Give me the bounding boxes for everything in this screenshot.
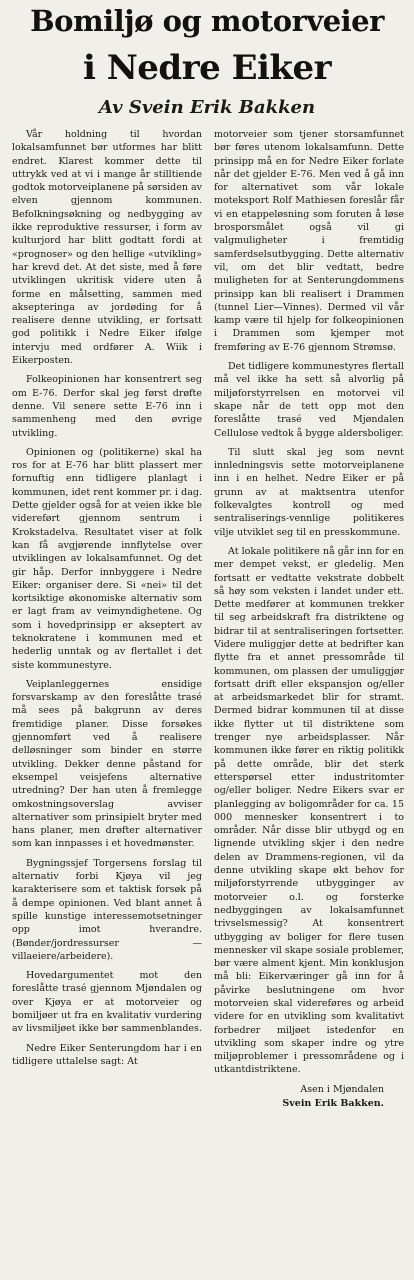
headline-line-1: Bomiljø og motorveier — [30, 4, 384, 38]
paragraph: Veiplanleggernes ensidige forsvarskamp av den foreslåtte trasé må sees på bakgrunn av deres fremtidige planer. Disse forsøkes gjennomført ved å realisere delløsninger som binder en større utvikling. Dekker denne påstand for eksempel veisjefens alternative utredning? Der han uten å fremlegge omkostningsoverslag avviser alternativer som prinsipielt bryter med hans planer, men drøfter alternativer som kan innpasses i et hovedmønster. — [12, 678, 202, 850]
paragraph: Folkeopinionen har konsentrert seg om E-76. Derfor skal jeg først drøfte denne. Vil senere sette E-76 inn i sammenheng med den øvrige utvikling. — [12, 374, 202, 439]
paragraph: Opinionen og (politikerne) skal ha ros for at E-76 har blitt plassert mer fornuftig enn tidligere planlagt i kommunen, idet rent kommer pr. i dag. Dette gjelder også for at veien ikke ble videreført gjennom sentrum i Krokstadelva. Resultatet viser at folk kan få avgjørende innflytelse over utviklingen av lokalsamfunnet. Og det gir håp. Derfor innbyggere i Nedre Eiker: organiser dere. Si «nei» til det kortsiktige økonomiske alternativ som er lagt fram av veimyndighetene. Og som i hovedprinsipp er akseptert av teknokratene i kommunen med et hederlig unntak og av flertallet i det siste kommunestyre. — [12, 446, 202, 671]
paragraph: Vår holdning til hvordan lokalsamfunnet bør utformes har blitt endret. Klarest kommer dette til uttrykk ved at vi i mange år stilltiende godtok motorveiplanene på sørsiden av elven gjennom kommunen. Befolkningsøkning og nedbygging av ikke reproduktive ressurser, i form av kulturjord har blitt godtatt fordi at «prognoser» og den hellige «utvikling» har krevd det. At det siste, med å føre utviklingen ukritisk videre uten å forme en målsetting, sammen med aksepteringa av jordøding for å realisere denne utvikling, er fortsatt god politikk i Nedre Eiker ifølge intervju med ordfører A. Wiik i Eikerposten. — [12, 129, 202, 367]
paragraph: Til slutt skal jeg som nevnt innledningsvis sette motorveiplanene inn i en helhet. Nedre Eiker er på grunn av at maktsentra utenfor folkevalgtes kontroll og med sentraliserings-vennlige politikeres vilje utviklet seg til en presskommune. — [214, 446, 404, 538]
signature-place: Asen i Mjøndalen — [300, 1083, 384, 1095]
signature-name: Svein Erik Bakken. — [282, 1097, 384, 1109]
article-column-left — [12, 128, 202, 1074]
signature — [214, 1083, 404, 1111]
paragraph: Det tidligere kommunestyres flertall må vel ikke ha sett så alvorlig på miljøforstyrrelsen en motorvei vil skape når de tett opp mot den foreslåtte trasé ved Mjøndalen Cellulose vedtok å bygge aldersboliger. — [214, 361, 404, 439]
paragraph: Nedre Eiker Senterungdom har i en tidligere uttalelse sagt: At — [12, 1042, 202, 1067]
paragraph: At lokale politikere nå går inn for en mer dempet vekst, er gledelig. Men fortsatt er vedtatte vekstrate dobbelt så høy som veksten i landet under ett. Dette medfører at kommunen trekker til seg arbeidskraft fra distriktene og bidrar til at sentraliseringen fortsetter. Videre muliggjør dette at bedrifter kan flytte fra et annet pressområde til kommunen, om plassen der umuliggjør fortsatt drift eller ekspansjon og/eller at arbeidsmarkedet blir for stramt. Dermed bidrar kommunen til at disse ikke flytter ut til distriktene som trenger nye arbeidsplasser. Når kommunen ikke fører en riktig politikk på dette område, blir det sterk etterspørsel etter industritomter og/eller boliger. Nedre Eikers svar er planlegging av boligområder for ca. 15 000 mennesker konsentrert i to områder. Når disse blir utbygd og en lignende utvikling skjer i den nedre delen av Drammens-regionen, vil da denne utvikling skape økt behov for miljøforstyrrende utbygginger av motorveier o.l. og forsterke nedbyggingen av lokalsamfunnet trivselsmessig? At konsentrert utbygging av boliger for flere tusen mennesker vil skape sosiale problemer, bør være alment kjent. Min konklusjon må bli: Eikerværinger gå inn for å påvirke beslutningene om hvor motorveien skal videreføres og arbeid videre for en utvikling som kvalitativt forbedrer miljøet istedenfor en utvikling som skaper indre og ytre miljøproblemer i pressområdene og i utkantdistriktene. — [214, 545, 404, 1076]
article-column-right — [214, 128, 404, 1111]
paragraph: motorveier som tjener storsamfunnet bør føres utenom lokalsamfunn. Dette prinsipp må en for Nedre Eiker forlate når det gjelder E-76. Men ved å gå inn for alternativet som vår lokale moteksport Rolf Mathiesen foreslår får vi en etappeløsning som foruten å løse brosporsmålet også vil gi valgmuligheter i fremtidig samferdselsutbygging. Dette alternativ vil, om det blir vedtatt, bedre muligheten for at Senterungdommens prinsipp kan bli realisert i Drammen (tunnel Lier—Vinnes). Dermed vil vår kamp være til hjelp for folkeopinionen i Drammen som kjemper mot fremføring av E-76 gjennom Strømsø. — [214, 129, 404, 353]
headline-line-2: i Nedre Eiker — [82, 48, 332, 88]
paragraph: Hovedargumentet mot den foreslåtte trasé gjennom Mjøndalen og over Kjøya er at motorveier og bomiljøer ut fra en kvalitativ vurdering av livsmiljøet ikke bør sammenblandes. — [12, 970, 202, 1035]
byline: Av Svein Erik Bakken — [98, 97, 316, 118]
paragraph: Bygningssjef Torgersens forslag til alternativ forbi Kjøya vil jeg karakterisere som et taktisk forsøk på å dempe opinionen. Ved blant annet å spille kunstige interessemotsetninger opp imot hverandre. (Bønder/jordressurser —villaeiere/arbeidere). — [12, 857, 202, 962]
